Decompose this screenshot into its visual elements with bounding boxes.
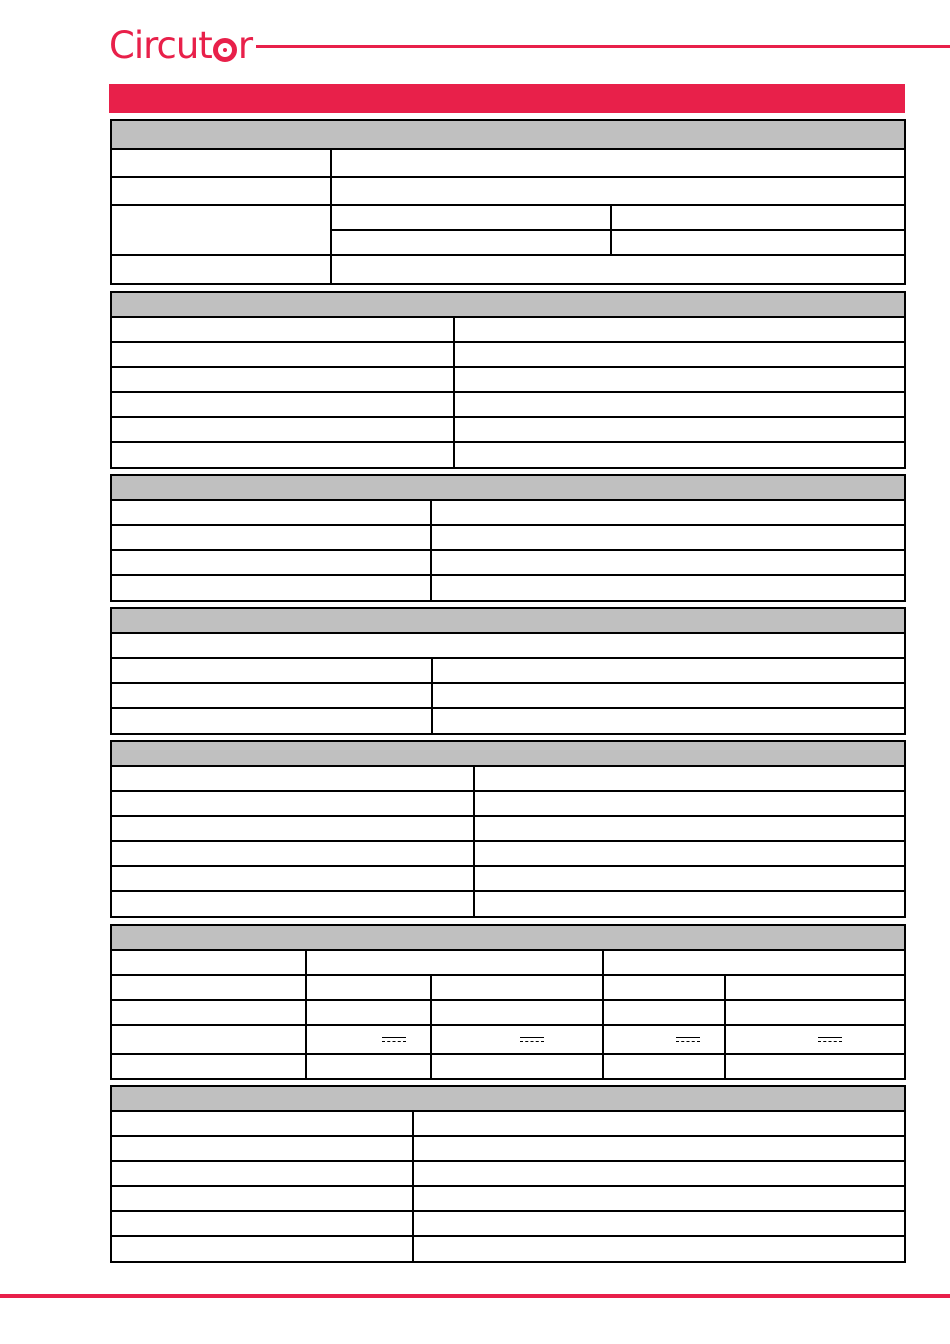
table-cell	[111, 1111, 413, 1136]
table-header	[111, 608, 905, 633]
table-cell	[111, 442, 454, 468]
table-cell	[725, 1025, 905, 1054]
table-cell	[306, 1000, 431, 1025]
table-header	[111, 292, 905, 317]
table-cell	[111, 417, 454, 442]
table-cell	[474, 816, 905, 841]
table-header	[111, 741, 905, 766]
spec-table-7	[110, 1085, 906, 1263]
table-cell	[306, 1054, 431, 1079]
spec-table-2	[110, 291, 906, 469]
table-cell	[413, 1136, 905, 1161]
table-cell	[111, 1000, 306, 1025]
table-cell	[431, 1054, 603, 1079]
table-cell	[431, 1025, 603, 1054]
table-cell	[111, 841, 474, 866]
table-cell	[474, 891, 905, 917]
table-header	[111, 1086, 905, 1111]
table-cell	[111, 1236, 413, 1262]
table-cell	[111, 575, 431, 601]
table-cell	[111, 205, 331, 255]
table-cell	[111, 891, 474, 917]
table-cell	[111, 525, 431, 550]
table-cell	[111, 550, 431, 575]
table-cell	[431, 1000, 603, 1025]
table-cell	[454, 342, 905, 367]
table-cell	[431, 550, 905, 575]
table-header	[111, 475, 905, 500]
header-rule	[256, 45, 950, 48]
table-cell	[413, 1211, 905, 1236]
table-cell	[111, 255, 331, 284]
table-cell	[111, 816, 474, 841]
table-cell	[111, 1211, 413, 1236]
table-cell	[725, 1000, 905, 1025]
table-cell	[431, 975, 603, 1000]
table-cell	[111, 1054, 306, 1079]
table-cell	[432, 683, 905, 708]
table-cell	[111, 367, 454, 392]
table-cell	[111, 500, 431, 525]
table-cell	[111, 708, 432, 734]
table-cell	[331, 205, 611, 230]
table-cell	[454, 367, 905, 392]
table-cell	[611, 230, 905, 255]
table-cell	[331, 230, 611, 255]
table-cell	[474, 841, 905, 866]
table-cell	[111, 1136, 413, 1161]
table-cell	[725, 975, 905, 1000]
table-cell	[454, 317, 905, 342]
dc-symbol-icon	[520, 1036, 544, 1044]
dc-symbol-icon	[676, 1036, 700, 1044]
table-cell	[331, 255, 905, 284]
dc-symbol-icon	[382, 1036, 406, 1044]
table-cell	[603, 1000, 725, 1025]
table-cell	[413, 1161, 905, 1186]
table-cell	[111, 392, 454, 417]
table-cell	[306, 975, 431, 1000]
table-cell	[454, 417, 905, 442]
table-cell	[111, 633, 905, 658]
logo-text: Circut	[109, 24, 212, 67]
table-cell	[431, 525, 905, 550]
table-cell	[111, 342, 454, 367]
table-cell	[725, 1054, 905, 1079]
logo-target-icon	[213, 38, 237, 62]
table-cell	[474, 866, 905, 891]
table-cell	[474, 791, 905, 816]
table-cell	[111, 950, 306, 975]
spec-table-4	[110, 607, 906, 735]
table-cell	[603, 950, 905, 975]
table-cell	[306, 950, 603, 975]
footer-rule	[0, 1294, 950, 1298]
table-cell	[111, 975, 306, 1000]
table-cell	[111, 766, 474, 791]
table-cell	[474, 766, 905, 791]
table-cell	[413, 1186, 905, 1211]
spec-table-1	[110, 119, 906, 285]
table-cell	[454, 392, 905, 417]
table-cell	[611, 205, 905, 230]
table-cell	[111, 683, 432, 708]
table-cell	[111, 791, 474, 816]
table-cell	[603, 1054, 725, 1079]
table-cell	[111, 1161, 413, 1186]
table-cell	[331, 149, 905, 177]
dc-symbol-icon	[818, 1036, 842, 1044]
table-cell	[603, 975, 725, 1000]
table-cell	[431, 575, 905, 601]
table-cell	[111, 1186, 413, 1211]
table-cell	[454, 442, 905, 468]
table-header	[111, 120, 905, 149]
table-cell	[432, 658, 905, 683]
table-cell	[431, 500, 905, 525]
table-cell	[111, 177, 331, 205]
table-header	[111, 925, 905, 950]
table-cell	[111, 1025, 306, 1054]
table-cell	[413, 1111, 905, 1136]
logo-text-end: r	[237, 24, 253, 67]
table-cell	[306, 1025, 431, 1054]
table-cell	[111, 149, 331, 177]
spec-table-6	[110, 924, 906, 1080]
table-cell	[413, 1236, 905, 1262]
spec-table-3	[110, 474, 906, 602]
table-cell	[432, 708, 905, 734]
table-cell	[603, 1025, 725, 1054]
table-cell	[111, 317, 454, 342]
circutor-logo	[109, 26, 252, 66]
title-bar	[109, 84, 905, 113]
table-cell	[111, 658, 432, 683]
table-cell	[111, 866, 474, 891]
spec-table-5	[110, 740, 906, 918]
table-cell	[331, 177, 905, 205]
